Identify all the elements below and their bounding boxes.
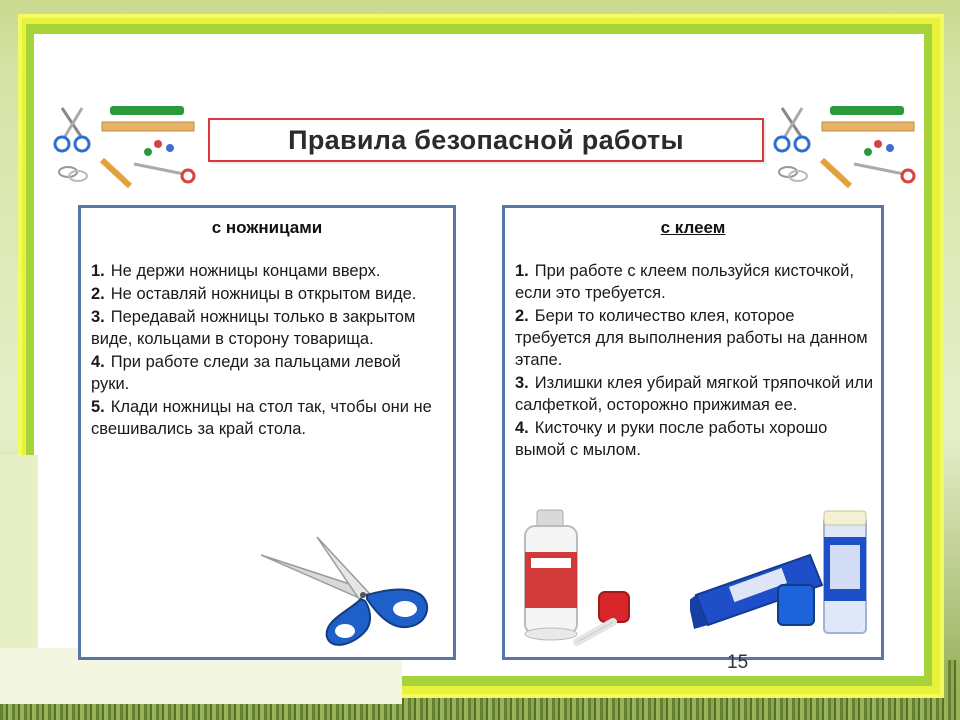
rule-number: 5. (91, 398, 105, 416)
glue-heading-text: с клеем (660, 218, 726, 237)
title-box (208, 118, 764, 162)
glue-heading (505, 218, 881, 238)
rule-number: 1. (91, 262, 105, 280)
pushpins-icon (144, 140, 174, 156)
scissors-rules-list (91, 260, 441, 440)
rule-number: 2. (91, 285, 105, 303)
rule-number: 1. (515, 262, 529, 280)
list-item (91, 260, 441, 282)
rule-text: Клади ножницы на стол так, чтобы они не свешивались за край стола. (91, 398, 432, 438)
list-item (91, 396, 441, 440)
list-item (515, 372, 875, 416)
scissors-heading: с ножницами (211, 218, 323, 237)
knife-icon (830, 106, 904, 115)
rule-text: Передавай ножницы только в закрытом виде, кольцами в сторону товарища. (91, 308, 416, 348)
rule-text: При работе следи за пальцами левой руки. (91, 353, 401, 393)
page-title: Правила безопасной работы (288, 124, 684, 155)
rule-text: Не оставляй ножницы в открытом виде. (110, 285, 417, 303)
ruler-icon (822, 122, 914, 131)
pushpins-icon (864, 140, 894, 156)
rule-number: 4. (515, 419, 529, 437)
rule-number: 3. (91, 308, 105, 326)
glue-rules-panel (502, 205, 884, 660)
stationery-right-icon (772, 100, 922, 190)
scissors-icon (55, 108, 89, 151)
rule-number: 2. (515, 307, 529, 325)
stationery-left-icon (52, 100, 202, 190)
glue-bottle-icon (517, 504, 687, 654)
paperclips-icon (59, 167, 87, 181)
list-item (91, 283, 441, 305)
rule-number: 3. (515, 374, 529, 392)
rule-text: Излишки клея убирай мягкой тряпочкой или салфеткой, осторожно прижимая ее. (515, 374, 874, 414)
list-item (91, 351, 441, 395)
glue-stick-icon (690, 493, 880, 643)
scissors-rules-panel (78, 205, 456, 660)
scissors-icon (775, 108, 809, 151)
paperclips-icon (779, 167, 807, 181)
page-number: 15 (727, 652, 749, 673)
rule-text: Кисточку и руки после работы хорошо вымой с мылом. (515, 419, 828, 459)
list-item (515, 305, 875, 371)
rule-text: Бери то количество клея, которое требуется для выполнения работы на данном этапе. (515, 307, 868, 369)
ruler-icon (102, 122, 194, 131)
knife-icon (110, 106, 184, 115)
rule-text: При работе с клеем пользуйся кисточкой, если это требуется. (515, 262, 854, 302)
list-item (91, 306, 441, 350)
rule-number: 4. (91, 353, 105, 371)
rule-text: Не держи ножницы концами вверх. (110, 262, 381, 280)
list-item (515, 417, 875, 461)
scissors-icon (257, 533, 437, 653)
list-item (515, 260, 875, 304)
glue-rules-list (515, 260, 875, 461)
